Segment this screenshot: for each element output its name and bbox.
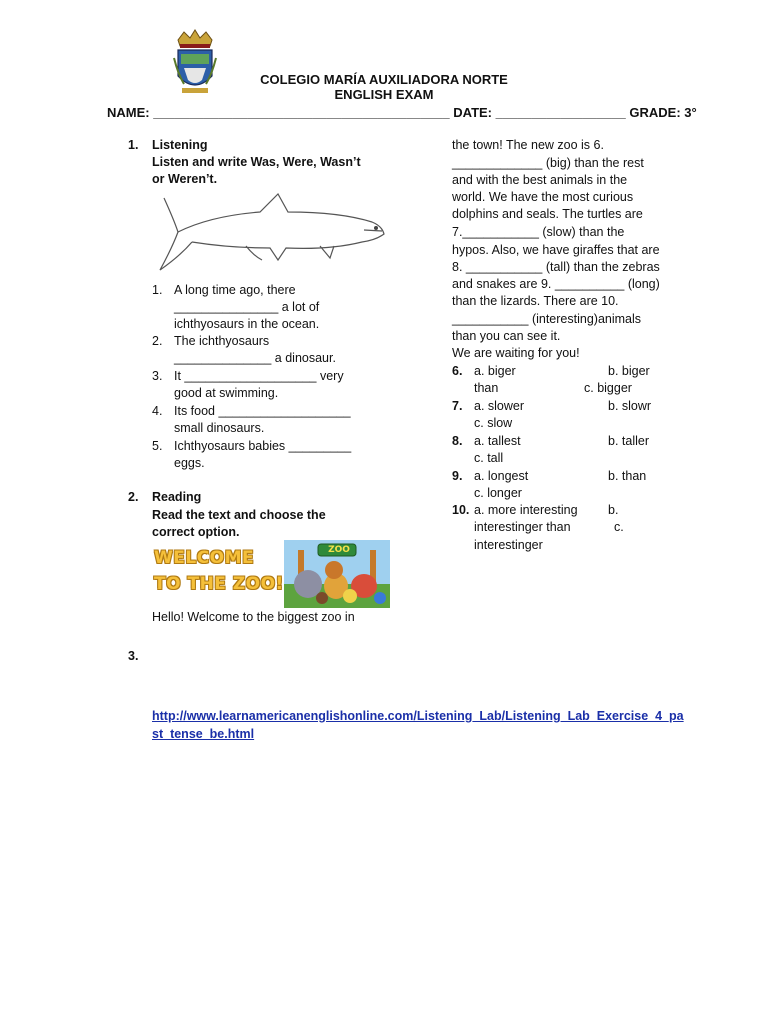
option-c: c. tall: [474, 451, 504, 465]
question-number: 1.: [152, 283, 163, 297]
option-a: a. biger: [474, 364, 516, 378]
question-number: 4.: [152, 404, 163, 418]
school-name: COLEGIO MARÍA AUXILIADORA NORTE: [260, 72, 508, 87]
section-3-number: 3.: [128, 649, 139, 663]
section-2-instruction: correct option.: [152, 525, 240, 539]
section-2-instruction: Read the text and choose the: [152, 508, 326, 522]
reading-text-line: and with the best animals in the: [452, 173, 628, 187]
question-text: The ichthyosaurs: [174, 334, 270, 348]
section-1-instruction: or Weren’t.: [152, 172, 218, 186]
question-number: 3.: [152, 369, 163, 383]
option-c: c. slow: [474, 416, 513, 430]
question-text: Ichthyosaurs babies _________: [174, 439, 352, 453]
reading-text-line: and snakes are 9. __________ (long): [452, 277, 660, 291]
reading-text-line: world. We have the most curious: [452, 190, 634, 204]
reading-text-line: 8. ___________ (tall) than the zebras: [452, 260, 660, 274]
section-2-title: Reading: [152, 490, 202, 504]
section-1-title: Listening: [152, 138, 208, 152]
option-b: b. than: [608, 469, 647, 483]
name-date-grade-line: NAME: _________________________________________ DATE: __________________ GRADE: 3°: [107, 105, 697, 120]
option-a: a. more interesting: [474, 503, 578, 517]
question-text: eggs.: [174, 456, 205, 470]
question-text: It ___________________ very: [174, 369, 344, 383]
option-number: 9.: [452, 469, 463, 483]
question-text: Its food ___________________: [174, 404, 351, 418]
option-c: c. longer: [474, 486, 522, 500]
question-text: A long time ago, there: [174, 283, 296, 297]
option-continuation: than: [474, 381, 499, 395]
ichthyosaur-illustration-icon: [150, 190, 390, 280]
question-number: 2.: [152, 334, 163, 348]
reading-text-line: 7.___________ (slow) than the: [452, 225, 625, 239]
reading-text-line: _____________ (big) than the rest: [452, 156, 644, 170]
question-text: ichthyosaurs in the ocean.: [174, 317, 320, 331]
option-c: c. bigger: [584, 381, 632, 395]
option-a: a. longest: [474, 469, 529, 483]
question-number: 5.: [152, 439, 163, 453]
option-a: a. tallest: [474, 434, 521, 448]
banner-zoo-text: TO THE ZOO!: [154, 574, 284, 594]
reading-text-line: than the lizards. There are 10.: [452, 294, 619, 308]
section-1-number: 1.: [128, 138, 139, 152]
reading-text-line: dolphins and seals. The turtles are: [452, 207, 643, 221]
question-text: _______________ a lot of: [174, 300, 320, 314]
exam-title: ENGLISH EXAM: [334, 87, 434, 102]
reading-text-line: the town! The new zoo is 6.: [452, 138, 604, 152]
listening-lab-link[interactable]: http://www.learnamericanenglishonline.com/Listening_Lab/Listening_Lab_Exercise_4_pa: [152, 709, 684, 723]
banner-welcome-text: WELCOME: [154, 548, 255, 568]
reading-text-line: ___________ (interesting)animals: [452, 312, 642, 326]
reading-text-line: We are waiting for you!: [452, 346, 580, 360]
option-number: 7.: [452, 399, 463, 413]
zoo-sign-text: ZOO: [328, 545, 350, 555]
option-c: c.: [614, 520, 624, 534]
option-number: 10.: [452, 503, 470, 517]
option-b: b. taller: [608, 434, 649, 448]
section-2-number: 2.: [128, 490, 139, 504]
option-number: 8.: [452, 434, 463, 448]
section-1-instruction: Listen and write Was, Were, Wasn’t: [152, 155, 361, 169]
reading-text-line: than you can see it.: [452, 329, 561, 343]
zoo-banner: [150, 540, 390, 608]
reading-text-start: Hello! Welcome to the biggest zoo in: [152, 610, 355, 624]
option-a: a. slower: [474, 399, 525, 413]
option-continuation: interestinger than: [474, 520, 571, 534]
option-b: b. slowr: [608, 399, 652, 413]
reading-text-line: hypos. Also, we have giraffes that are: [452, 243, 660, 257]
question-text: good at swimming.: [174, 386, 279, 400]
option-b: b. biger: [608, 364, 650, 378]
option-continuation: interestinger: [474, 538, 543, 552]
option-number: 6.: [452, 364, 463, 378]
question-text: ______________ a dinosaur.: [174, 351, 336, 365]
option-b: b.: [608, 503, 619, 517]
listening-lab-link[interactable]: st_tense_be.html: [152, 727, 255, 741]
question-text: small dinosaurs.: [174, 421, 265, 435]
